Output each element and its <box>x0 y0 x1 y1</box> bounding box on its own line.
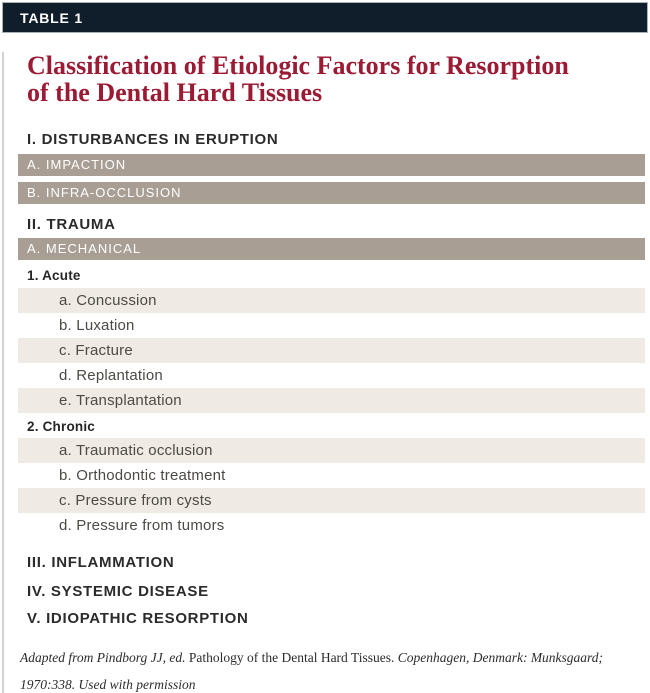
section-heading-idiopathic-resorption: V. IDIOPATHIC RESORPTION <box>27 610 249 627</box>
list-item-transplantation: e. Transplantation <box>18 388 645 413</box>
subheading-chronic: 2. Chronic <box>27 419 96 434</box>
list-item-fracture: c. Fracture <box>18 338 645 363</box>
source-note-adapted-from: Adapted from Pindborg JJ, ed. <box>20 650 189 665</box>
subheading-acute: 1. Acute <box>27 268 81 283</box>
source-note-book-title: Pathology of the Dental Hard Tissues. <box>188 650 398 665</box>
source-note-line-1 <box>20 644 640 671</box>
list-item-traumatic-occlusion: a. Traumatic occlusion <box>18 438 645 463</box>
source-note-line-2: 1970:338. Used with permission <box>20 677 196 692</box>
section-heading-trauma: II. TRAUMA <box>27 216 116 233</box>
category-bar-infra-occlusion: B. INFRA-OCCLUSION <box>18 182 645 204</box>
table-number-label: TABLE 1 <box>20 9 83 26</box>
table-number-bar <box>2 2 648 33</box>
category-bar-impaction: A. IMPACTION <box>18 154 645 176</box>
list-item-pressure-from-tumors: d. Pressure from tumors <box>59 517 225 534</box>
list-item-pressure-from-cysts: c. Pressure from cysts <box>18 488 645 513</box>
list-item-replantation: d. Replantation <box>59 367 163 384</box>
section-heading-inflammation: III. INFLAMMATION <box>27 554 175 571</box>
list-item-orthodontic-treatment: b. Orthodontic treatment <box>59 467 226 484</box>
section-heading-disturbances-in-eruption: I. DISTURBANCES IN ERUPTION <box>27 131 279 148</box>
table-content <box>2 52 650 693</box>
source-note-publisher: Copenhagen, Denmark: Munksgaard; <box>397 650 604 665</box>
category-bar-mechanical: A. MECHANICAL <box>18 238 645 260</box>
table-title-line-2: of the Dental Hard Tissues <box>27 78 323 107</box>
table-title <box>27 52 650 106</box>
list-item-concussion: a. Concussion <box>18 288 645 313</box>
section-heading-systemic-disease: IV. SYSTEMIC DISEASE <box>27 583 209 600</box>
list-item-luxation: b. Luxation <box>59 317 135 334</box>
table-title-line-1: Classification of Etiologic Factors for Resorption <box>27 51 569 80</box>
source-note <box>20 644 640 693</box>
